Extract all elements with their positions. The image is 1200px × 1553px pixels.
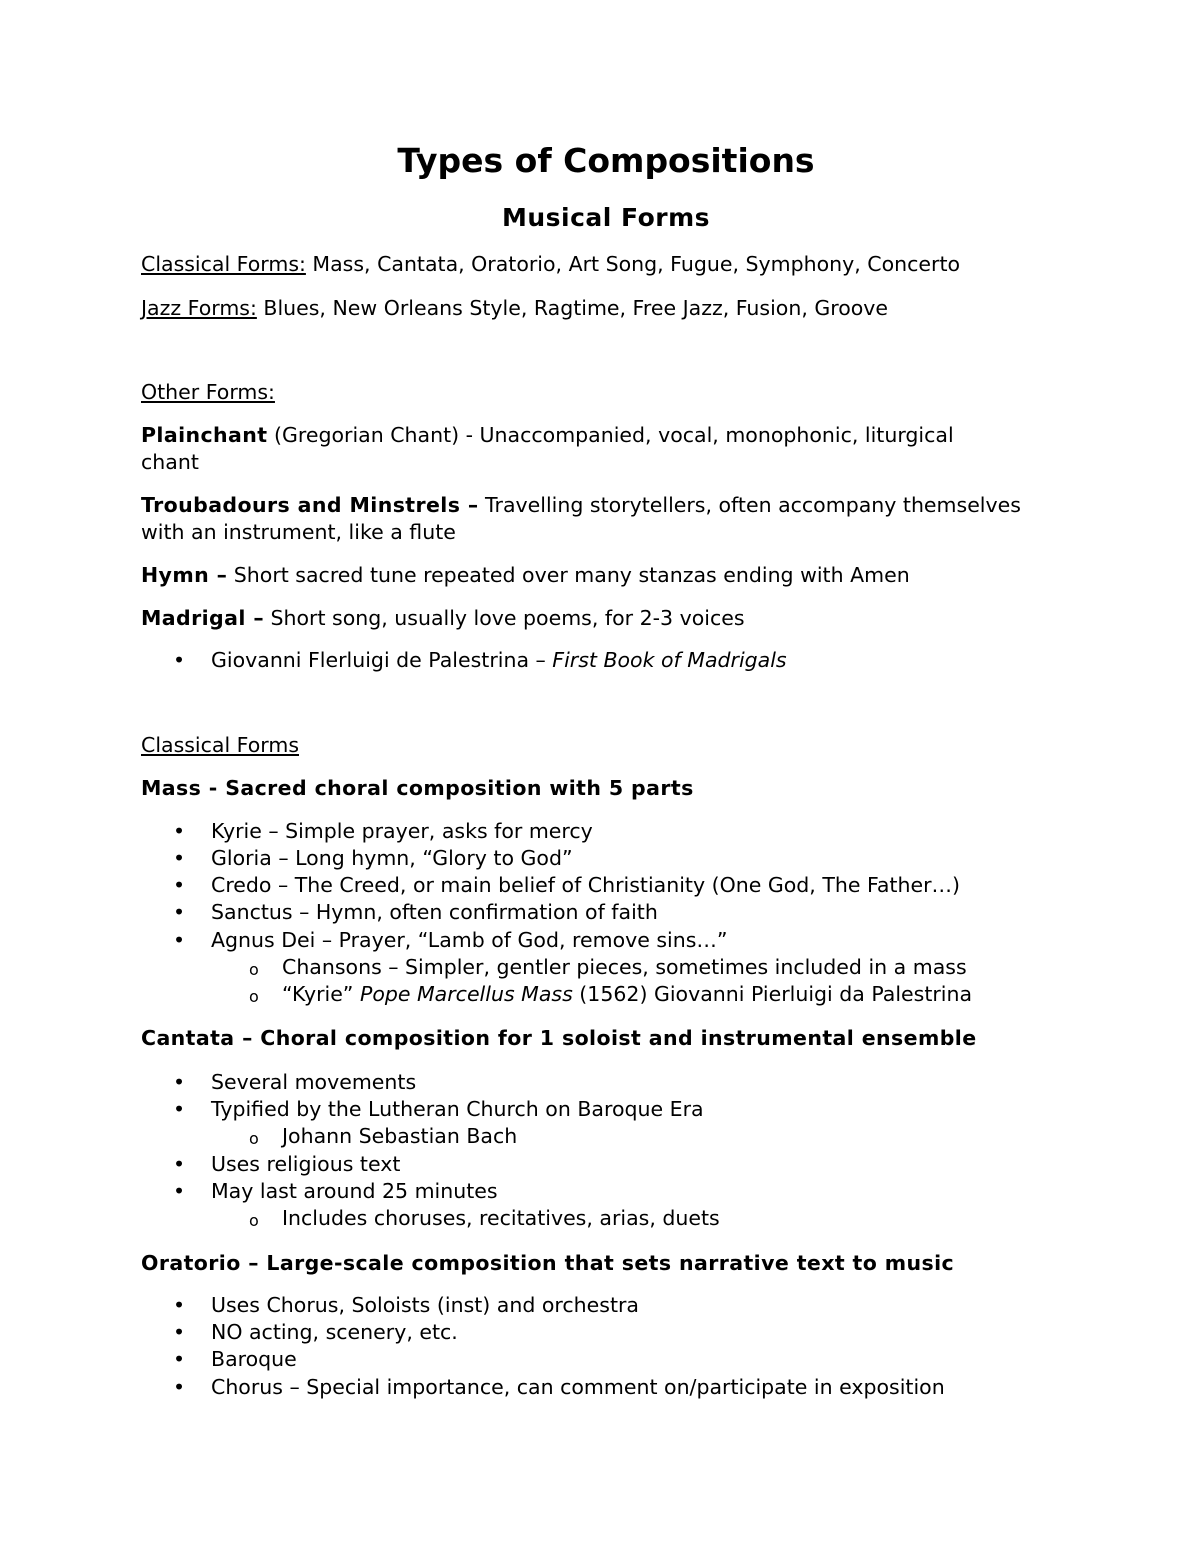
- jazz-forms-label: Jazz Forms:: [141, 296, 257, 320]
- oratorio-item: Uses Chorus, Soloists (inst) and orchestra: [211, 1293, 639, 1317]
- sub-bullet-icon: o: [249, 1129, 259, 1148]
- bullet-icon: •: [173, 846, 186, 870]
- mass-item: Kyrie – Simple prayer, asks for mercy: [211, 819, 593, 843]
- oratorio-item: Chorus – Special importance, can comment on/participate in exposition: [211, 1375, 945, 1399]
- troubadours-term: Troubadours and Minstrels –: [141, 493, 479, 517]
- mass-item: Credo – The Creed, or main belief of Christianity (One God, The Father…): [211, 873, 961, 897]
- plainchant-line-2: chant: [141, 450, 199, 474]
- plainchant-line-1: [141, 422, 954, 449]
- page-title: Types of Compositions: [397, 141, 815, 180]
- classical-forms-summary: [141, 251, 960, 278]
- classical-forms-heading: Classical Forms: [141, 733, 299, 757]
- bullet-icon: •: [173, 1097, 186, 1121]
- mass-item: Gloria – Long hymn, “Glory to God”: [211, 846, 573, 870]
- page-subtitle: Musical Forms: [501, 203, 711, 232]
- troubadours-desc: Travelling storytellers, often accompany themselves: [478, 493, 1021, 517]
- madrigal-composer: Giovanni Flerluigi de Palestrina –: [211, 648, 553, 672]
- classical-forms-list: Mass, Cantata, Oratorio, Art Song, Fugue, Symphony, Concerto: [305, 252, 961, 276]
- hymn-desc: Short sacred tune repeated over many stanzas ending with Amen: [227, 563, 910, 587]
- madrigal-work-title: First Book of Madrigals: [552, 648, 787, 672]
- hymn-line: [141, 562, 910, 589]
- cantata-item: May last around 25 minutes: [211, 1179, 498, 1203]
- cantata-item: Several movements: [211, 1070, 417, 1094]
- other-forms-heading: Other Forms:: [141, 380, 275, 404]
- madrigal-line: [141, 605, 745, 632]
- madrigal-example: [211, 647, 787, 674]
- bullet-icon: •: [173, 928, 186, 952]
- bullet-icon: •: [173, 1347, 186, 1371]
- cantata-subitem: Johann Sebastian Bach: [282, 1124, 518, 1148]
- mass-heading: Mass - Sacred choral composition with 5 parts: [141, 776, 694, 800]
- cantata-heading: Cantata – Choral composition for 1 soloist and instrumental ensemble: [141, 1026, 977, 1050]
- madrigal-term: Madrigal –: [141, 606, 264, 630]
- bullet-icon: •: [173, 648, 186, 672]
- cantata-item: Typified by the Lutheran Church on Baroque Era: [211, 1097, 704, 1121]
- mass-item: Agnus Dei – Prayer, “Lamb of God, remove sins…”: [211, 928, 728, 952]
- mass-subitem: [282, 981, 972, 1008]
- sub-bullet-icon: o: [249, 1211, 259, 1230]
- madrigal-desc: Short song, usually love poems, for 2-3 voices: [263, 606, 745, 630]
- classical-forms-label: Classical Forms:: [141, 252, 306, 276]
- plainchant-desc: (Gregorian Chant) - Unaccompanied, vocal, monophonic, liturgical: [267, 423, 954, 447]
- oratorio-item: NO acting, scenery, etc.: [211, 1320, 458, 1344]
- troubadours-line-1: [141, 492, 1021, 519]
- cantata-item: Uses religious text: [211, 1152, 401, 1176]
- kyrie-quote: “Kyrie”: [282, 982, 360, 1006]
- bullet-icon: •: [173, 900, 186, 924]
- hymn-term: Hymn –: [141, 563, 228, 587]
- oratorio-heading: Oratorio – Large-scale composition that sets narrative text to music: [141, 1251, 955, 1275]
- mass-item: Sanctus – Hymn, often confirmation of faith: [211, 900, 658, 924]
- cantata-subitem: Includes choruses, recitatives, arias, duets: [282, 1206, 720, 1230]
- mass-work-info: (1562) Giovanni Pierluigi da Palestrina: [572, 982, 973, 1006]
- bullet-icon: •: [173, 819, 186, 843]
- mass-subitem: Chansons – Simpler, gentler pieces, sometimes included in a mass: [282, 955, 967, 979]
- bullet-icon: •: [173, 1179, 186, 1203]
- jazz-forms-list: Blues, New Orleans Style, Ragtime, Free Jazz, Fusion, Groove: [256, 296, 889, 320]
- plainchant-term: Plainchant: [141, 423, 268, 447]
- sub-bullet-icon: o: [249, 960, 259, 979]
- bullet-icon: •: [173, 1320, 186, 1344]
- bullet-icon: •: [173, 1375, 186, 1399]
- bullet-icon: •: [173, 1293, 186, 1317]
- bullet-icon: •: [173, 1070, 186, 1094]
- jazz-forms-summary: [141, 295, 888, 322]
- oratorio-item: Baroque: [211, 1347, 297, 1371]
- bullet-icon: •: [173, 1152, 186, 1176]
- troubadours-line-2: with an instrument, like a flute: [141, 520, 456, 544]
- bullet-icon: •: [173, 873, 186, 897]
- mass-work-title: Pope Marcellus Mass: [359, 982, 573, 1006]
- sub-bullet-icon: o: [249, 987, 259, 1006]
